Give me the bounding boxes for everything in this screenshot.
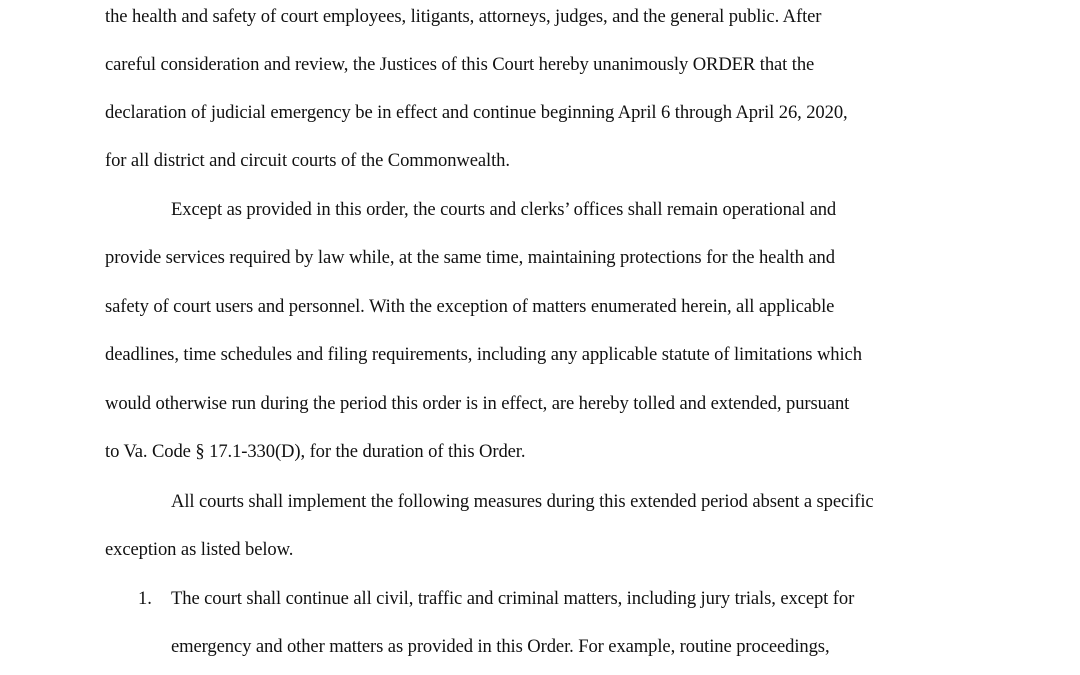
paragraph-line: for all district and circuit courts of the Commonwealth. bbox=[105, 150, 510, 171]
list-item-line: emergency and other matters as provided in this Order. For example, routine proceedings, bbox=[171, 636, 830, 657]
paragraph-line: careful consideration and review, the Justices of this Court hereby unanimously ORDER that the bbox=[105, 54, 815, 75]
paragraph-line: the health and safety of court employees, litigants, attorneys, judges, and the general public. After bbox=[105, 6, 822, 27]
paragraph-line: Except as provided in this order, the courts and clerks’ offices shall remain operational and bbox=[171, 199, 837, 220]
paragraph-line: would otherwise run during the period this order is in effect, are hereby tolled and extended, pursuant bbox=[105, 393, 850, 414]
paragraph-line: All courts shall implement the following measures during this extended period absent a specific bbox=[171, 491, 874, 512]
paragraph-line: exception as listed below. bbox=[105, 539, 294, 560]
paragraph-line: to Va. Code § 17.1-330(D), for the duration of this Order. bbox=[105, 441, 526, 462]
paragraph-line: provide services required by law while, at the same time, maintaining protections for the health and bbox=[105, 247, 835, 268]
paragraph-line: declaration of judicial emergency be in effect and continue beginning April 6 through April 26, 2020, bbox=[105, 102, 848, 123]
paragraph-line: deadlines, time schedules and filing requirements, including any applicable statute of limitations which bbox=[105, 344, 862, 365]
list-item-line: The court shall continue all civil, traffic and criminal matters, including jury trials, except for bbox=[171, 588, 855, 609]
paragraph-line: safety of court users and personnel. With the exception of matters enumerated herein, all applicable bbox=[105, 296, 835, 317]
list-number: 1. bbox=[138, 588, 152, 609]
